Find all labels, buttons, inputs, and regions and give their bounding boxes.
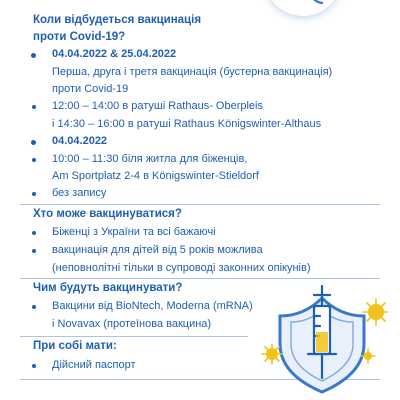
vaccine-item-line1: Вакцини від BioNtech, Moderna (mRNA): [52, 300, 253, 312]
date-1-description-line1: Перша, друга і третя вакцинація (бустерна вакцинація): [52, 66, 333, 78]
section2-heading: Хто може вакцинуватися?: [33, 208, 182, 220]
checkmark-badge: [264, 0, 342, 16]
time-1-line2: і 14:30 – 16:00 в ратуші Rathaus Königswinter-Althaus: [52, 118, 322, 130]
bullet: [32, 305, 36, 309]
checkmark-badge-icon: [310, 0, 324, 6]
section4-heading: При собі мати:: [33, 340, 117, 352]
bring-item-1: Дійсний паспорт: [52, 359, 136, 371]
who-item-2-line1: вакцинація для дітей від 5 років можлива: [52, 244, 263, 256]
bullet: [32, 158, 36, 162]
time-2-line2: Am Sportplatz 2-4 в Königswinter-Stieldorf: [52, 170, 259, 182]
time-2-line1: 10:00 – 11:30 біля житла для біженців,: [52, 153, 248, 165]
bullet: [31, 140, 36, 145]
divider: [20, 278, 380, 279]
date-1: 04.04.2022 & 25.04.2022: [52, 48, 177, 60]
who-item-2-line2: (неповнолітні тільки в супроводі законних опікунів): [52, 262, 311, 274]
date-1-description-line2: проти Covid-19: [52, 83, 129, 95]
syringe-shield-virus-icon: [258, 282, 388, 398]
divider: [20, 336, 248, 337]
date-2: 04.04.2022: [52, 135, 108, 147]
bullet: [31, 53, 36, 58]
bullet: [32, 105, 36, 109]
bullet: [32, 364, 36, 368]
section3-heading: Чим будуть вакцинувати?: [33, 282, 183, 294]
vaccine-item-line2: і Novavax (протеїнова вакцина): [52, 318, 212, 330]
bullet: [32, 192, 36, 196]
who-item-1: Біженці з України та всі бажаючі: [52, 226, 216, 238]
time-1-line1: 12:00 – 14:00 в ратуші Rathaus- Oberpleis: [52, 100, 263, 112]
bullet: [32, 231, 36, 235]
no-appointment: без запису: [52, 187, 107, 199]
bullet: [32, 249, 36, 253]
section1-heading-line2: проти Covid-19?: [33, 31, 126, 43]
section1-heading-line1: Коли відбудеться вакцинація: [33, 14, 202, 26]
divider: [20, 204, 380, 205]
